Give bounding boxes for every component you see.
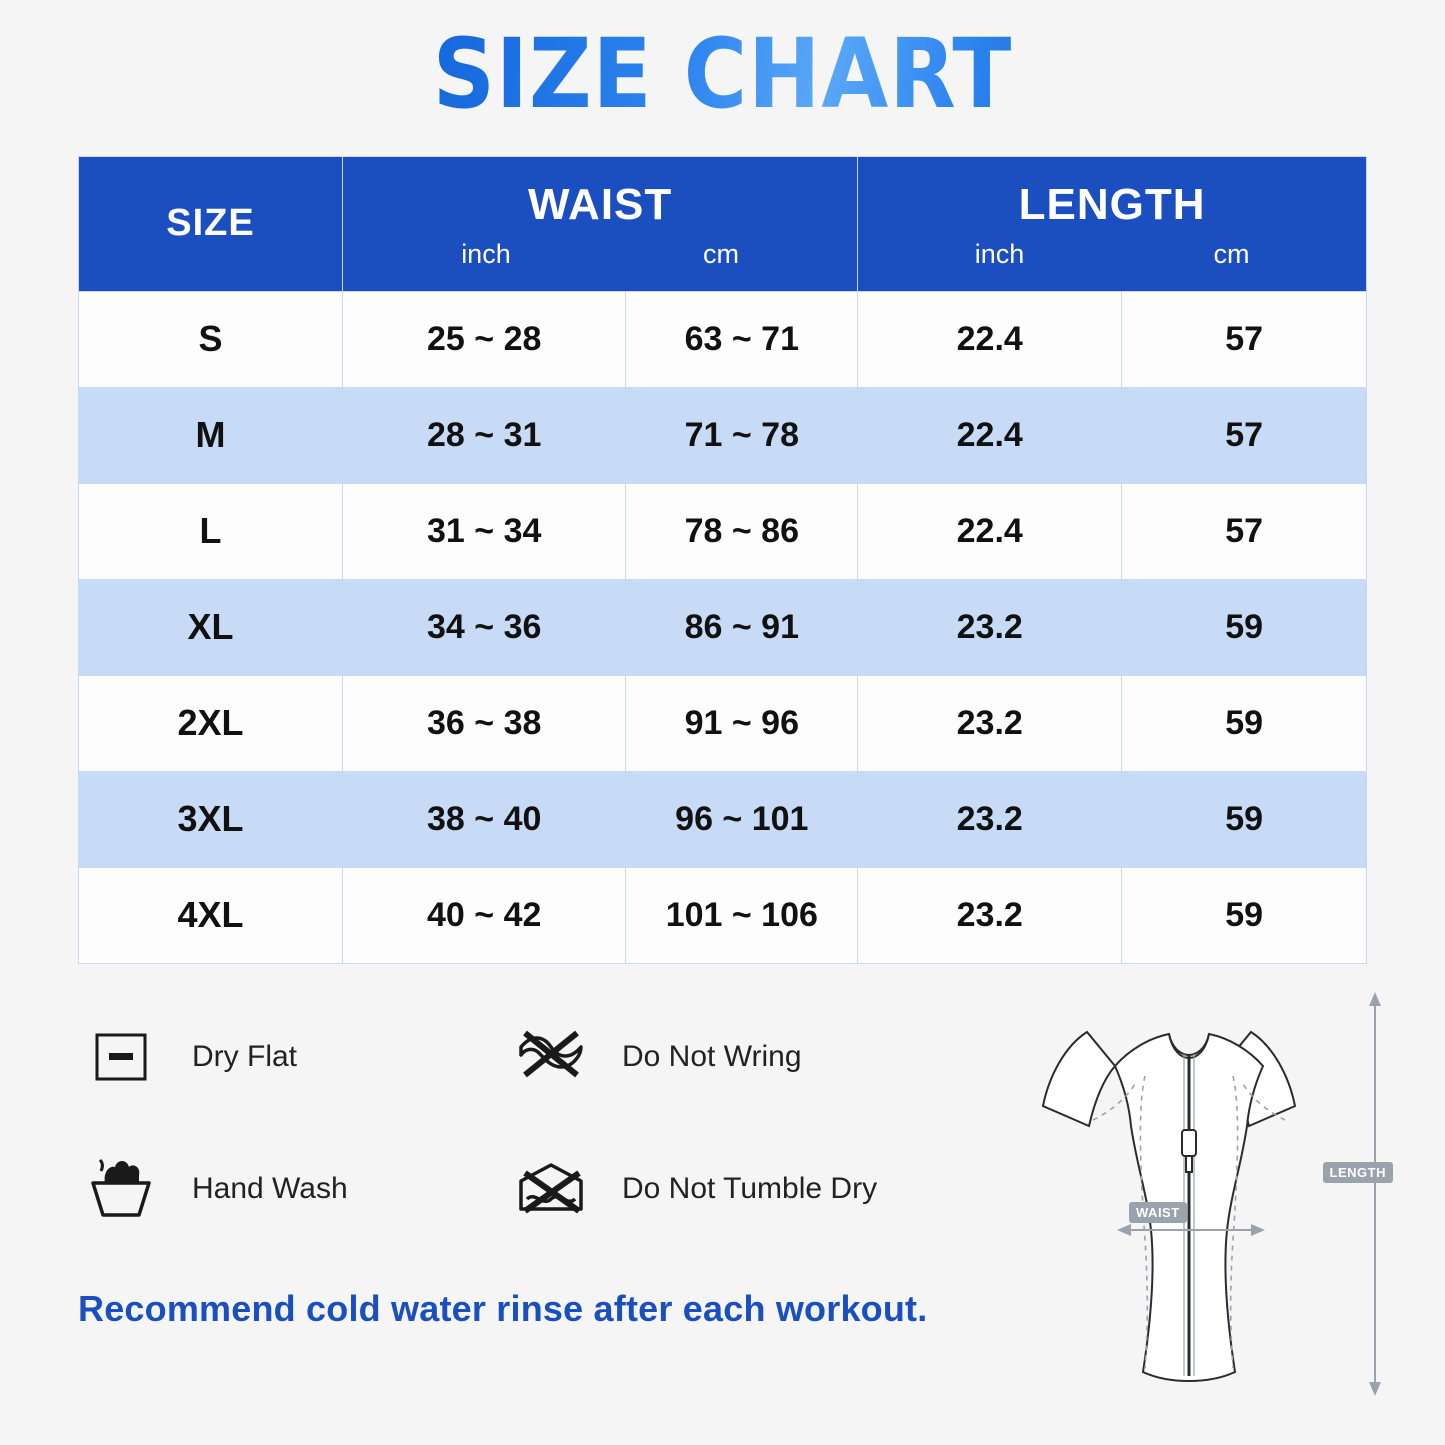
cell-waist-cm: 86 ~ 91 — [626, 579, 858, 675]
cell-size: XL — [79, 579, 343, 675]
care-item-do-not-tumble-dry — [508, 1146, 938, 1232]
cell-length-inch: 23.2 — [858, 579, 1122, 675]
garment-diagram — [969, 980, 1409, 1410]
care-label-do-not-wring: Do Not Wring — [622, 1039, 802, 1073]
header-waist-inch: inch — [461, 239, 511, 270]
care-label-dry-flat: Dry Flat — [192, 1039, 297, 1073]
cell-waist-cm: 63 ~ 71 — [626, 291, 858, 387]
care-row-1 — [78, 1014, 958, 1100]
cell-length-cm: 57 — [1122, 483, 1367, 579]
cell-length-inch: 23.2 — [858, 867, 1122, 963]
cell-size: S — [79, 291, 343, 387]
cell-waist-cm: 91 ~ 96 — [626, 675, 858, 771]
cell-waist-inch: 36 ~ 38 — [343, 675, 626, 771]
table-header-row — [79, 156, 1367, 291]
cell-length-inch: 22.4 — [858, 291, 1122, 387]
cell-waist-cm: 78 ~ 86 — [626, 483, 858, 579]
header-length-cm: cm — [1213, 239, 1250, 270]
cell-length-cm: 59 — [1122, 867, 1367, 963]
header-waist-cm: cm — [703, 239, 740, 270]
dry-flat-icon — [78, 1014, 164, 1100]
care-row-2 — [78, 1146, 958, 1232]
cell-waist-inch: 31 ~ 34 — [343, 483, 626, 579]
care-item-dry-flat — [78, 1014, 508, 1100]
cell-waist-inch: 34 ~ 36 — [343, 579, 626, 675]
cell-size: 2XL — [79, 675, 343, 771]
header-size: SIZE — [79, 156, 343, 291]
waist-dimension-badge: WAIST — [1129, 1202, 1187, 1223]
header-length-group — [858, 156, 1367, 291]
cell-waist-inch: 40 ~ 42 — [343, 867, 626, 963]
page-title: SIZE CHART — [0, 0, 1445, 128]
table-row — [79, 579, 1367, 675]
garment-svg — [969, 980, 1409, 1410]
header-waist-group — [343, 156, 858, 291]
bottom-section — [0, 988, 1445, 1418]
cell-size: 4XL — [79, 867, 343, 963]
cell-size: M — [79, 387, 343, 483]
cell-length-inch: 22.4 — [858, 387, 1122, 483]
size-table-container — [78, 156, 1367, 964]
cell-length-inch: 22.4 — [858, 483, 1122, 579]
table-row — [79, 483, 1367, 579]
cell-waist-cm: 96 ~ 101 — [626, 771, 858, 867]
cell-length-cm: 59 — [1122, 579, 1367, 675]
cell-length-cm: 59 — [1122, 675, 1367, 771]
table-row — [79, 867, 1367, 963]
header-length-inch: inch — [974, 239, 1025, 270]
table-body — [79, 291, 1367, 963]
cell-waist-cm: 101 ~ 106 — [626, 867, 858, 963]
header-length-title: LENGTH — [1018, 180, 1206, 230]
care-label-do-not-tumble-dry: Do Not Tumble Dry — [622, 1171, 878, 1205]
cell-length-cm: 57 — [1122, 387, 1367, 483]
cell-waist-cm: 71 ~ 78 — [626, 387, 858, 483]
cell-length-cm: 59 — [1122, 771, 1367, 867]
care-note: Recommend cold water rinse after each workout. — [78, 1287, 928, 1329]
length-dimension-badge: LENGTH — [1323, 1162, 1393, 1183]
header-waist-title: WAIST — [527, 180, 673, 230]
hand-wash-icon — [78, 1146, 164, 1232]
care-label-hand-wash: Hand Wash — [192, 1171, 348, 1205]
table-row — [79, 771, 1367, 867]
cell-waist-inch: 38 ~ 40 — [343, 771, 626, 867]
cell-size: 3XL — [79, 771, 343, 867]
table-row — [79, 675, 1367, 771]
do-not-wring-icon — [508, 1014, 594, 1100]
cell-length-inch: 23.2 — [858, 771, 1122, 867]
care-instructions — [78, 1014, 958, 1278]
care-item-hand-wash — [78, 1146, 508, 1232]
cell-length-inch: 23.2 — [858, 675, 1122, 771]
do-not-tumble-dry-icon — [508, 1146, 594, 1232]
cell-waist-inch: 25 ~ 28 — [343, 291, 626, 387]
cell-waist-inch: 28 ~ 31 — [343, 387, 626, 483]
table-head — [79, 156, 1367, 291]
care-item-do-not-wring — [508, 1014, 938, 1100]
table-row — [79, 291, 1367, 387]
cell-size: L — [79, 483, 343, 579]
cell-length-cm: 57 — [1122, 291, 1367, 387]
table-row — [79, 387, 1367, 483]
size-table — [78, 156, 1367, 964]
